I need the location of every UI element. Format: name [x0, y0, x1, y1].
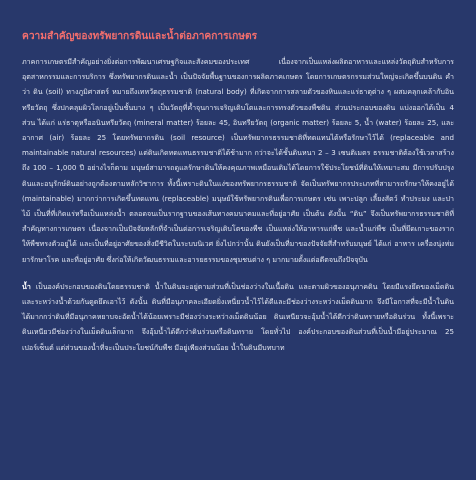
- document-title: ความสำคัญของทรัพยากรดินและน้ำต่อภาคการเกษตร: [22, 31, 258, 42]
- paragraph-water-lead: น้ำ: [22, 281, 31, 291]
- paragraph-water: [22, 279, 454, 355]
- paragraph-soil: ภาคการเกษตรมีสำคัญอย่างยิ่งต่อการพัฒนาเศรษฐกิจและสังคมของประเทศ เนื่องจากเป็นแหล่งผลิตอาหารและแหล่งวัตถุดิบสำหรับการอุตสาหกรรมและการบริการ ซึ่งทรัพยากรดินและน้ำ เป็นปัจจัยพื้นฐานของการผลิตภาคเกษตร โดยการเกษตรกรรมส่วนใหญ่จะเกิดขึ้นบนดิน คำว่า ดิน (soil) ทางภูมิศาสตร์ หมายถึงเทหวัตถุธรรมชาติ (natural body) ที่เกิดจากการสลายตัวของหินและแร่ธาตุต่าง ๆ ผสมคลุกเคล้ากับอินทรียวัตถุ ซึ่งปกคลุมผิวโลกอยู่เป็นชั้นบาง ๆ เป็นวัตถุที่ค้ำจุนการเจริญเติบโตและการทรงตัวของพืชดิน ส่วนประกอบของดิน แบ่งออกได้เป็น 4 ส่วน ได้แก่ แร่ธาตุหรืออนินทรียวัตถุ (mineral matter) ร้อยละ 45, อินทรียวัตถุ (organic matter) ร้อยละ 5, น้ำ (water) ร้อยละ 25, และอากาศ (air) ร้อยละ 25 โดยทรัพยากรดิน (soil resource) เป็นทรัพยากรธรรมชาติที่ทดแทนได้หรือรักษาไว้ได้ (replaceable and maintainable natural resources) แต่ดินเกิดทดแทนธรรมชาติได้ช้ามาก กว่าจะได้ชั้นดินหนา 2 – 3 เซนติเมตร ธรรมชาติต้องใช้เวลาสร้างถึง 100 – 1,000 ปี อย่างไรก็ตาม มนุษย์สามารถดูแลรักษาดินให้คงคุณภาพเหมือนเดิมได้โดยการใช้ประโยชน์ที่ดินให้เหมาะสม มีการปรับปรุงดินและอนุรักษ์ดินอย่างถูกต้องตามหลักวิชาการ ทั้งนี้เพราะดินในแง่ของทรัพยากรธรรมชาติ จัดเป็นทรัพยากรประเภทที่สามารถรักษาให้คงอยู่ได้ (maintainable) มากกว่าการเกิดขึ้นทดแทน (replaceable) มนุษย์ใช้ทรัพยากรดินเพื่อการเกษตร เช่น เพาะปลูก เลี้ยงสัตว์ ทำประมง และปาไม้ เป็นที่ที่เกิดแร่หรือเป็นแหล่งน้ำ ตลอดจนเป็นรากฐานของเส้นทางคมนาคมและที่อยู่อาศัย เป็นต้น ดังนั้น “ดิน” จึงเป็นทรัพยากรธรรมชาติที่สำคัญทางการเกษตร เนื่องจากเป็นปัจจัยหลักที่จำเป็นต่อการเจริญเติบโตของพืช เป็นแหล่งให้อาหารแก่พืช และน้ำแก่พืช เป็นที่ยึดเกาะของรากให้พืชทรงตัวอยู่ได้ และเป็นที่อยู่อาศัยของสิ่งมีชีวิตในระบบนิเวศ ยิ่งไปกว่านั้น ดินยังเป็นที่มาของปัจจัยสี่สำหรับมนุษย์ ได้แก่ อาหาร เครื่องนุ่งห่ม ยารักษาโรค และที่อยู่อาศัย ซึ่งก่อให้เกิดวัฒนธรรมและอารยธรรมของชุมชนต่าง ๆ มากมายตั้งแต่อดีตจนถึงปัจจุบัน: [22, 57, 454, 264]
- paragraph-water-body: เป็นองค์ประกอบของดินโดยธรรมชาติ น้ำในดินจะอยู่ตามส่วนที่เป็นช่องว่างในเนื้อดิน และตามผิวของอนุภาคดิน โดยมีแรงยึดของเม็ดดินและระหว่างน้ำด้วยกันดูดยึดเอาไว้ ดังนั้น ดินที่มีอนุภาคละเอียดยิ่งเหนี่ยวน้ำไว้ได้ดีและมีช่องว่างระหว่างเม็ดดินมาก จึงมีโอกาสที่จะมีน้ำในดินได้มากกว่าดินที่มีอนุภาคหยาบจะอัดน้ำได้น้อยเพราะมีช่องว่างระหว่างเม็ดดินน้อย ดินเหนียวจะอุ้มน้ำได้ดีกว่าดินทรายหรือดินร่วน ทั้งนี้เพราะ ดินเหนียวมีช่องว่างในเม็ดดินเล็กมาก จึงอุ้มน้ำได้ดีกว่าดินร่วนหรือดินทราย โดยทั่วไป องค์ประกอบของดินส่วนที่เป็นน้ำมีอยู่ประมาณ 25 เปอร์เซ็นต์ แต่ส่วนของน้ำที่จะเป็นประโยชน์กับพืช มีอยู่เพียงส่วนน้อย น้ำในดินมีบทบาท: [22, 281, 454, 352]
